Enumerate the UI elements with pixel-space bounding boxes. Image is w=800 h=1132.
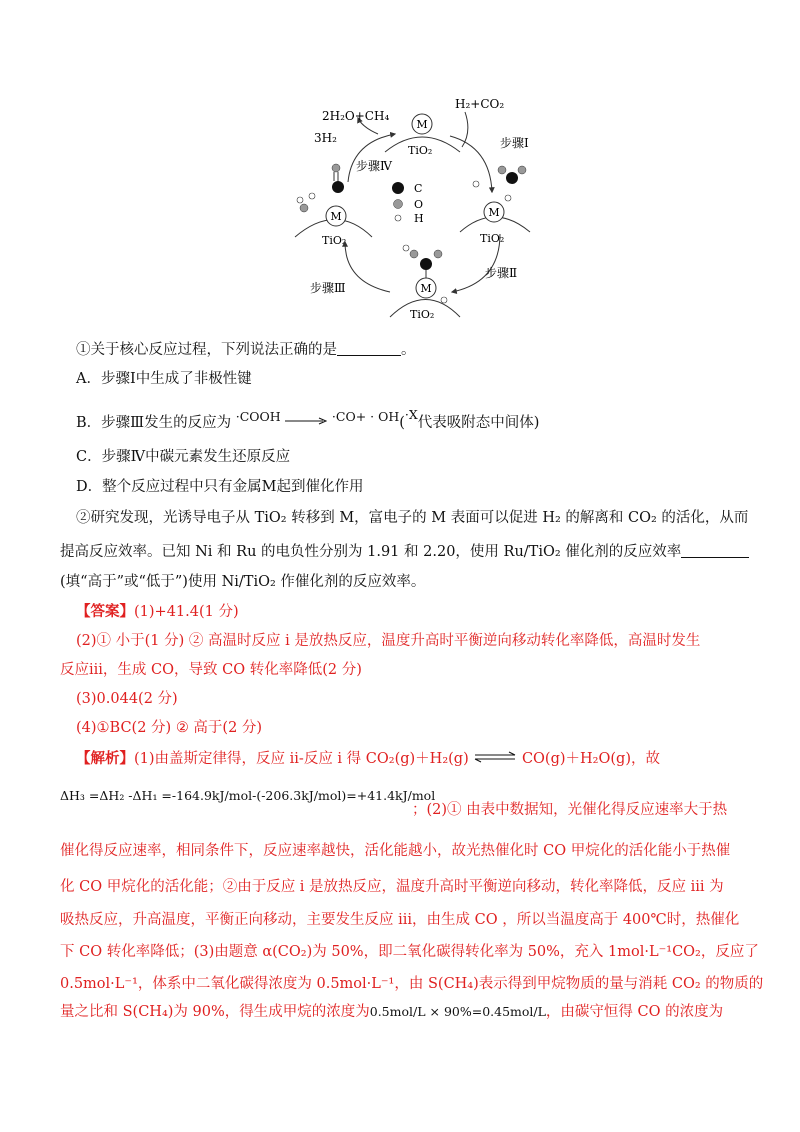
legend-hydrogen-label: H (414, 212, 424, 225)
legend-oxygen-label: O (414, 198, 424, 211)
q2-line1: ②研究发现，光诱导电子从 TiO₂ 转移到 M，富电子的 M 表面可以促进 H₂ 的解离和 CO₂ 的活化，从而 (76, 510, 749, 526)
product-label: 2H₂O+CH₄ (322, 109, 390, 123)
oxygen-atom (434, 250, 442, 258)
support-label: TiO₂ (410, 308, 435, 321)
q1-stem (76, 340, 416, 360)
oxygen-atom (410, 250, 418, 258)
support-label: TiO₂ (322, 234, 347, 247)
legend-carbon-label: C (414, 182, 423, 195)
metal-label: M (488, 206, 500, 219)
answer-line1 (76, 602, 239, 622)
analysis-line1-text: (1)由盖斯定律得，反应 ii-反应 i 得 CO₂(g)＋H₂(g) (134, 751, 469, 767)
option-d: D．整个反应过程中只有金属M起到催化作用 (76, 479, 364, 495)
answer-1: (1)+41.4(1 分) (134, 604, 239, 620)
option-c: C．步骤Ⅳ中碳元素发生还原反应 (76, 449, 291, 465)
legend-oxygen-swatch (394, 200, 403, 209)
answer-blank (337, 341, 401, 356)
metal-label: M (416, 118, 428, 131)
legend-hydrogen-swatch (395, 215, 401, 221)
option-b (76, 405, 539, 433)
analysis-line8 (60, 1002, 723, 1022)
option-a: A．步骤Ⅰ中生成了非极性键 (76, 371, 252, 387)
option-b-text: B．步骤Ⅲ发生的反应为 (76, 415, 232, 431)
analysis-line7: 0.5mol·L⁻¹，体系中二氧化碳得浓度为 0.5mol·L⁻¹，由 S(CH₄)表示得到甲烷物质的量与消耗 CO₂ 的物质的 (60, 976, 764, 992)
h2-label: 3H₂ (314, 131, 337, 145)
metal-label: M (330, 210, 342, 223)
step1-label: 步骤Ⅰ (500, 136, 529, 150)
analysis-line8-post: ，由碳守恒得 CO 的浓度为 (545, 1004, 724, 1020)
q2-line3: (填“高于”或“低于”)使用 Ni/TiO₂ 作催化剂的反应效率。 (60, 574, 426, 590)
hydrogen-atom (441, 297, 447, 303)
answer-4: (4)①BC(2 分) ② 高于(2 分) (76, 720, 263, 736)
input-arrow (462, 112, 468, 147)
answer-blank (681, 543, 749, 558)
hydrogen-atom (309, 193, 315, 199)
equation-right: ·CO+ · OH (331, 409, 400, 424)
answer-2-line1: (2)① 小于(1 分) ② 高温时反应 i 是放热反应，温度升高时平衡逆向移动转化率降低，高温时发生 (76, 633, 701, 649)
hydrogen-atom (505, 195, 511, 201)
analysis-line5: 吸热反应，升高温度，平衡正向移动，主要发生反应 iii，由生成 CO ，所以当温度高于 400℃时，热催化 (60, 912, 740, 928)
analysis-line1-right: CO(g)＋H₂O(g)，故 (521, 751, 660, 767)
oxygen-atom (498, 166, 506, 174)
analysis-line2-rest: ；(2)① 由表中数据知，光催化得反应速率大于热 (412, 802, 728, 818)
hydrogen-atom (473, 181, 479, 187)
carbon-atom (332, 181, 344, 193)
oxygen-atom (332, 164, 340, 172)
oxygen-atom (300, 204, 308, 212)
arrow-step3 (345, 242, 390, 292)
answer-3: (3)0.044(2 分) (76, 691, 178, 707)
hydrogen-atom (403, 245, 409, 251)
catalytic-cycle-diagram (290, 92, 540, 332)
carbon-atom (506, 172, 518, 184)
step4-label: 步骤Ⅳ (356, 159, 392, 173)
note-symbol: ·X (404, 407, 418, 422)
methane-concentration-formula: 0.5mol/L × 90%=0.45mol/L (369, 1004, 546, 1019)
step2-label: 步骤Ⅱ (485, 266, 518, 280)
support-label: TiO₂ (408, 144, 433, 157)
q1-stem-text: ①关于核心反应过程，下列说法正确的是 (76, 342, 337, 358)
answer-2-line2: 反应iii，生成 CO，导致 CO 转化率降低(2 分) (60, 662, 362, 678)
arrow-step1 (450, 136, 492, 192)
reaction-arrow-icon (285, 417, 327, 425)
support-label: TiO₂ (480, 232, 505, 245)
oxygen-atom (518, 166, 526, 174)
q2-line2 (60, 542, 749, 562)
analysis-line6: 下 CO 转化率降低；(3)由题意 α(CO₂)为 50%，即二氧化碳得转化率为 50%，充入 1mol·L⁻¹CO₂，反应了 (60, 944, 759, 960)
cycle-svg (290, 92, 540, 332)
analysis-line8-pre: 量之比和 S(CH₄)为 90%，得生成甲烷的浓度为 (60, 1004, 370, 1020)
analysis-tag: 【解析】 (76, 750, 134, 767)
metal-label: M (420, 282, 432, 295)
analysis-line4: 化 CO 甲烷化的活化能；②由于反应 i 是放热反应，温度升高时平衡逆向移动，转化率降低，反应 iii 为 (60, 879, 724, 895)
legend-carbon-swatch (392, 182, 404, 194)
carbon-atom (420, 258, 432, 270)
equation-left: ·COOH (235, 409, 281, 424)
q1-stem-end: 。 (401, 342, 416, 358)
analysis-line1 (76, 749, 660, 769)
equilibrium-arrow-icon (473, 751, 517, 763)
hydrogen-atom (297, 197, 303, 203)
analysis-line3: 催化得反应速率，相同条件下，反应速率越快，活化能越小，故光热催化时 CO 甲烷化的活化能小于热催 (60, 843, 731, 859)
q2-line2-text: 提高反应效率。已知 Ni 和 Ru 的电负性分别为 1.91 和 2.20，使用 Ru/TiO₂ 催化剂的反应效率 (60, 544, 682, 560)
answer-tag: 【答案】 (76, 603, 134, 620)
note-text: 代表吸附态中间体) (417, 415, 540, 431)
step3-label: 步骤Ⅲ (310, 281, 346, 295)
arrow-step4 (348, 134, 395, 182)
note-paren: ( (399, 415, 405, 431)
delta-h-formula: ΔH₃ =ΔH₂ -ΔH₁ =-164.9kJ/mol-(-206.3kJ/mol)=+41.4kJ/mol (60, 788, 436, 803)
reactant-label: H₂+CO₂ (455, 97, 505, 111)
